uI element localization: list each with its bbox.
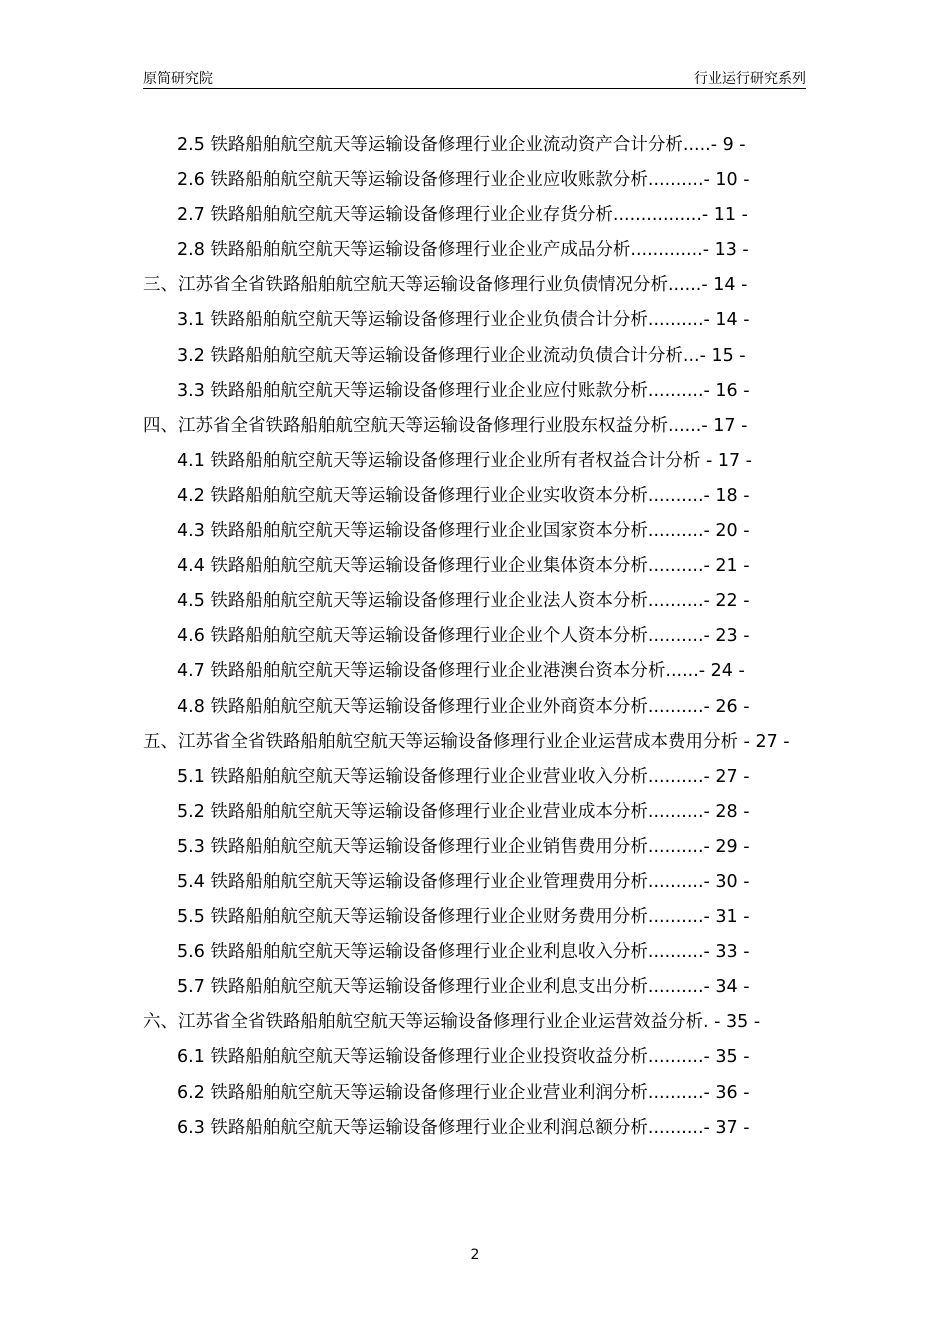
toc-subsection-entry[interactable]: 4.4 铁路船舶航空航天等运输设备修理行业企业集体资本分析..........- 21 - — [177, 556, 750, 577]
toc-subsection-entry[interactable]: 3.1 铁路船舶航空航天等运输设备修理行业企业负债合计分析..........- 14 - — [177, 310, 750, 331]
toc-subsection-entry[interactable]: 4.1 铁路船舶航空航天等运输设备修理行业企业所有者权益合计分析 - 17 - — [177, 450, 752, 471]
header-org-name: 原简研究院 — [143, 71, 213, 87]
toc-subsection-entry[interactable]: 5.2 铁路船舶航空航天等运输设备修理行业企业营业成本分析..........- 28 - — [177, 801, 750, 822]
toc-section-entry[interactable]: 四、江苏省全省铁路船舶航空航天等运输设备修理行业股东权益分析......- 17 - — [143, 415, 748, 436]
toc-subsection-entry[interactable]: 6.2 铁路船舶航空航天等运输设备修理行业企业营业利润分析..........- 36 - — [177, 1082, 750, 1103]
toc-subsection-entry[interactable]: 4.5 铁路船舶航空航天等运输设备修理行业企业法人资本分析..........- 22 - — [177, 591, 750, 612]
toc-subsection-entry[interactable]: 6.1 铁路船舶航空航天等运输设备修理行业企业投资收益分析..........- 35 - — [177, 1047, 750, 1068]
toc-subsection-entry[interactable]: 5.6 铁路船舶航空航天等运输设备修理行业企业利息收入分析..........- 33 - — [177, 942, 750, 963]
toc-subsection-entry[interactable]: 6.3 铁路船舶航空航天等运输设备修理行业企业利润总额分析..........- 37 - — [177, 1117, 750, 1138]
header-series-title: 行业运行研究系列 — [694, 71, 806, 87]
toc-subsection-entry[interactable]: 2.8 铁路船舶航空航天等运输设备修理行业企业产成品分析.............- 13 - — [177, 240, 749, 261]
toc-subsection-entry[interactable]: 4.8 铁路船舶航空航天等运输设备修理行业企业外商资本分析..........- 26 - — [177, 696, 750, 717]
toc-subsection-entry[interactable]: 5.1 铁路船舶航空航天等运输设备修理行业企业营业收入分析..........- 27 - — [177, 766, 750, 787]
toc-subsection-entry[interactable]: 4.2 铁路船舶航空航天等运输设备修理行业企业实收资本分析..........- 18 - — [177, 485, 750, 506]
toc-subsection-entry[interactable]: 3.3 铁路船舶航空航天等运输设备修理行业企业应付账款分析..........- 16 - — [177, 380, 750, 401]
toc-subsection-entry[interactable]: 4.6 铁路船舶航空航天等运输设备修理行业企业个人资本分析..........- 23 - — [177, 626, 750, 647]
toc-subsection-entry[interactable]: 2.7 铁路船舶航空航天等运输设备修理行业企业存货分析................- 11 - — [177, 205, 748, 226]
toc-subsection-entry[interactable]: 5.3 铁路船舶航空航天等运输设备修理行业企业销售费用分析..........- 29 - — [177, 836, 750, 857]
page-header — [143, 66, 806, 89]
toc-subsection-entry[interactable]: 5.7 铁路船舶航空航天等运输设备修理行业企业利息支出分析..........- 34 - — [177, 977, 750, 998]
toc-subsection-entry[interactable]: 4.3 铁路船舶航空航天等运输设备修理行业企业国家资本分析..........- 20 - — [177, 521, 750, 542]
page-number: 2 — [470, 1247, 480, 1263]
table-of-contents — [143, 128, 806, 1146]
toc-subsection-entry[interactable]: 3.2 铁路船舶航空航天等运输设备修理行业企业流动负债合计分析...- 15 - — [177, 345, 746, 366]
toc-subsection-entry[interactable]: 4.7 铁路船舶航空航天等运输设备修理行业企业港澳台资本分析......- 24 - — [177, 661, 745, 682]
toc-section-entry[interactable]: 三、江苏省全省铁路船舶航空航天等运输设备修理行业负债情况分析......- 14 - — [143, 275, 748, 296]
toc-subsection-entry[interactable]: 5.5 铁路船舶航空航天等运输设备修理行业企业财务费用分析..........- 31 - — [177, 907, 750, 928]
toc-section-entry[interactable]: 六、江苏省全省铁路船舶航空航天等运输设备修理行业企业运营效益分析. - 35 - — [143, 1012, 761, 1033]
toc-subsection-entry[interactable]: 5.4 铁路船舶航空航天等运输设备修理行业企业管理费用分析..........- 30 - — [177, 871, 750, 892]
toc-subsection-entry[interactable]: 2.6 铁路船舶航空航天等运输设备修理行业企业应收账款分析..........- 10 - — [177, 170, 750, 191]
toc-subsection-entry[interactable]: 2.5 铁路船舶航空航天等运输设备修理行业企业流动资产合计分析.....- 9 - — [177, 135, 746, 155]
toc-section-entry[interactable]: 五、江苏省全省铁路船舶航空航天等运输设备修理行业企业运营成本费用分析 - 27 - — [143, 731, 790, 752]
